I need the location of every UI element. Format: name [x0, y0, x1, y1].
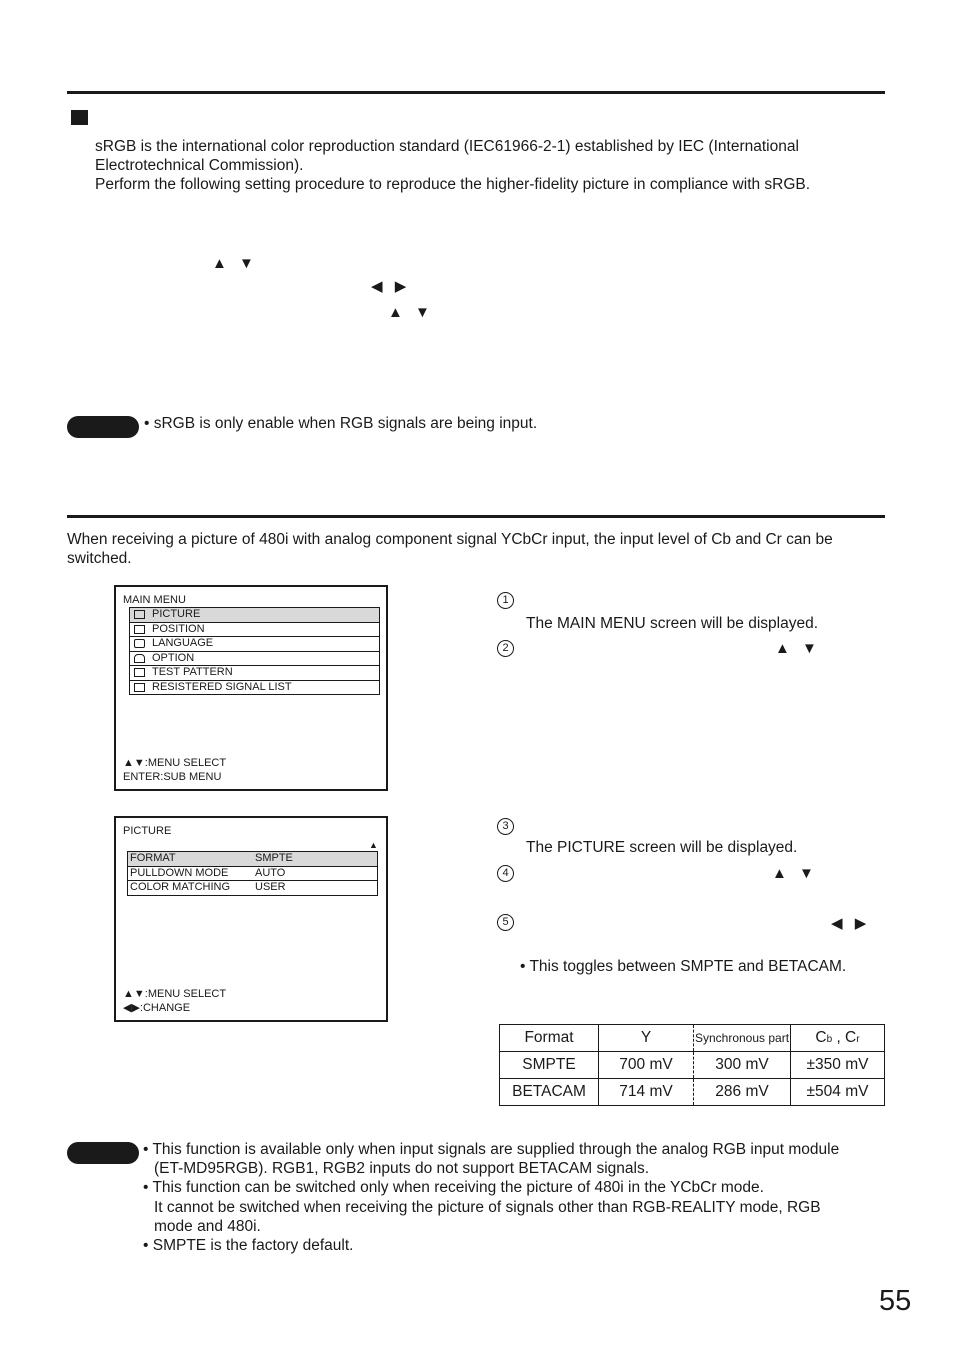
menu-item-label: PICTURE	[152, 608, 201, 620]
srgb-intro-line-1: sRGB is the international color reproduction standard (IEC61966-2-1) established by IEC (International	[95, 138, 799, 155]
srgb-intro-line-3: Perform the following setting procedure to reproduce the higher-fidelity picture in compliance with sRGB.	[95, 176, 811, 193]
picture-screen	[114, 816, 388, 1022]
screen-footer-line-1: ▲▼:MENU SELECT	[123, 988, 227, 1000]
table-cell: 714 mV	[599, 1079, 694, 1106]
menu-item-position[interactable]	[130, 623, 379, 638]
setting-value: AUTO	[255, 866, 286, 879]
setting-value: SMPTE	[255, 852, 293, 864]
top-rule	[67, 91, 885, 94]
menu-item-picture[interactable]	[130, 608, 379, 623]
up-down-arrows-icon: ▲ ▼	[212, 255, 258, 272]
page-number: 55	[879, 1285, 912, 1317]
table-cell: BETACAM	[500, 1079, 599, 1106]
table-header-cb-cr: Cb , Cr	[791, 1025, 885, 1052]
language-icon	[134, 639, 145, 648]
setting-row-pulldown-mode[interactable]	[128, 867, 377, 882]
menu-item-option[interactable]	[130, 652, 379, 667]
picture-icon	[134, 610, 145, 619]
screen-title: MAIN MENU	[123, 594, 186, 606]
menu-item-label: POSITION	[152, 622, 205, 635]
srgb-intro-line-2: Electrotechnical Commission).	[95, 157, 304, 174]
ycbcr-note-line-1: • This function is available only when input signals are supplied through the analog RGB input module	[143, 1141, 840, 1158]
up-down-arrows-icon: ▲ ▼	[388, 304, 434, 321]
main-menu-screen	[114, 585, 388, 791]
main-menu-list	[129, 607, 380, 695]
screen-footer-line-2: ◀▶:CHANGE	[123, 1002, 191, 1014]
screen-footer-line-2: ENTER:SUB MENU	[123, 771, 222, 783]
step-number-4: 4	[497, 865, 514, 882]
table-header: Format	[500, 1025, 599, 1052]
table-header: Synchronous part	[694, 1025, 791, 1052]
setting-row-color-matching[interactable]	[128, 881, 377, 895]
note-label-badge	[67, 416, 139, 438]
srgb-note: • sRGB is only enable when RGB signals are being input.	[144, 415, 538, 432]
table-cell: SMPTE	[500, 1052, 599, 1079]
table-cell: 700 mV	[599, 1052, 694, 1079]
up-down-arrows-icon: ▲ ▼	[775, 640, 821, 657]
scroll-up-indicator: ▲	[369, 840, 378, 850]
ycbcr-intro-line-1: When receiving a picture of 480i with analog component signal YCbCr input, the input level of Cb and Cr can be	[67, 531, 833, 548]
left-right-arrows-icon: ◀ ▶	[371, 278, 411, 295]
table-header: Y	[599, 1025, 694, 1052]
menu-item-test-pattern[interactable]	[130, 666, 379, 681]
setting-name: COLOR MATCHING	[130, 881, 231, 893]
position-icon	[134, 625, 145, 634]
picture-settings-list	[127, 851, 378, 896]
step-number-3: 3	[497, 818, 514, 835]
note-label-badge	[67, 1142, 139, 1164]
step-number-5: 5	[497, 914, 514, 931]
left-right-arrows-icon: ◀ ▶	[831, 915, 871, 932]
ycbcr-note-line-6: • SMPTE is the factory default.	[143, 1237, 354, 1254]
table-cell: 300 mV	[694, 1052, 791, 1079]
setting-name: PULLDOWN MODE	[130, 866, 229, 879]
setting-value: USER	[255, 881, 286, 893]
step-1-text: The MAIN MENU screen will be displayed.	[526, 615, 819, 632]
table-cell: 286 mV	[694, 1079, 791, 1106]
screen-footer-line-1: ▲▼:MENU SELECT	[123, 757, 227, 769]
menu-item-label: TEST PATTERN	[152, 666, 233, 678]
menu-item-label: RESISTERED SIGNAL LIST	[152, 680, 292, 693]
section-rule	[67, 515, 885, 518]
ycbcr-intro-line-2: switched.	[67, 550, 132, 567]
table-cell: ±504 mV	[791, 1079, 885, 1106]
signal-level-table	[499, 1024, 885, 1106]
option-icon	[134, 654, 145, 663]
test-pattern-icon	[134, 668, 145, 677]
ycbcr-note-line-2: (ET-MD95RGB). RGB1, RGB2 inputs do not support BETACAM signals.	[154, 1160, 650, 1177]
step-number-1: 1	[497, 592, 514, 609]
table-row	[500, 1052, 885, 1079]
signal-list-icon	[134, 683, 145, 692]
up-down-arrows-icon: ▲ ▼	[772, 865, 818, 882]
ycbcr-note-line-5: mode and 480i.	[154, 1218, 261, 1235]
menu-item-label: LANGUAGE	[152, 637, 214, 649]
ycbcr-note-line-3: • This function can be switched only when receiving the picture of 480i in the YCbCr mode.	[143, 1179, 764, 1196]
table-header-row	[500, 1025, 885, 1052]
table-row	[500, 1079, 885, 1106]
section-marker-square	[71, 110, 88, 125]
menu-item-label: OPTION	[152, 651, 195, 664]
table-cell: ±350 mV	[791, 1052, 885, 1079]
screen-title: PICTURE	[123, 825, 172, 837]
setting-name: FORMAT	[130, 852, 176, 864]
ycbcr-note-line-4: It cannot be switched when receiving the picture of signals other than RGB-REALITY mode, RGB	[154, 1199, 821, 1216]
step-number-2: 2	[497, 640, 514, 657]
step-3-text: The PICTURE screen will be displayed.	[526, 839, 798, 856]
step-5-text: • This toggles between SMPTE and BETACAM.	[520, 958, 847, 975]
setting-row-format[interactable]	[128, 852, 377, 867]
menu-item-language[interactable]	[130, 637, 379, 652]
menu-item-registered-signal-list[interactable]	[130, 681, 379, 695]
